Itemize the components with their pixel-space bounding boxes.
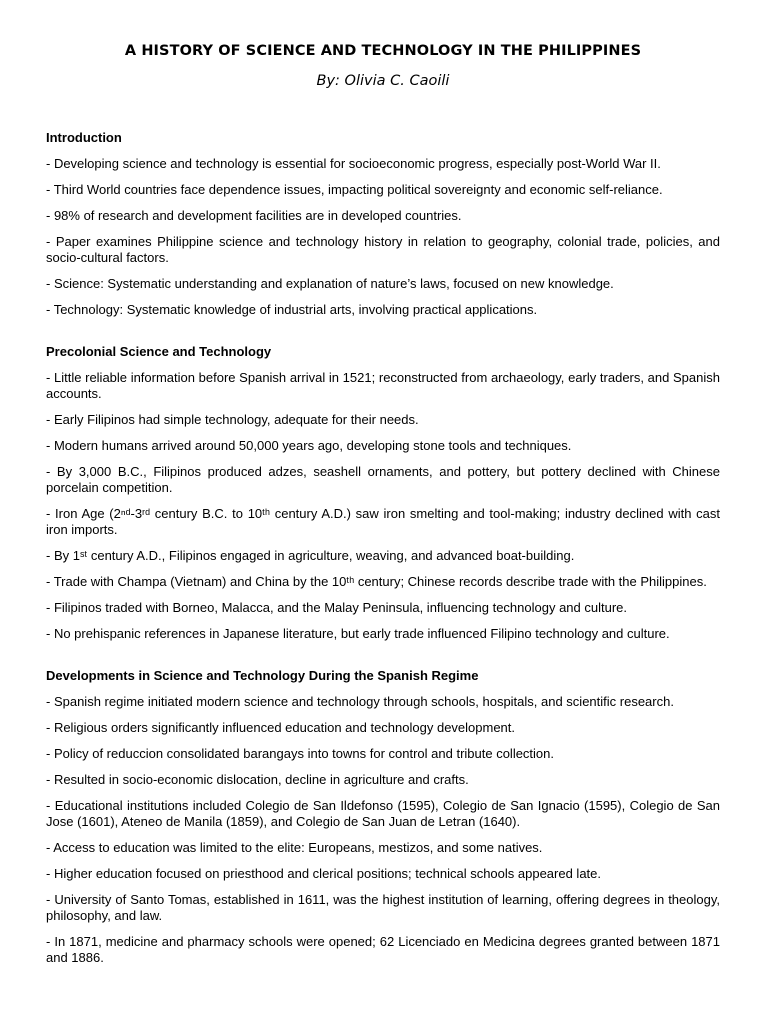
- bullet-item: - Filipinos traded with Borneo, Malacca, and the Malay Peninsula, influencing technology and culture.: [46, 600, 628, 615]
- document-body: [46, 130, 720, 966]
- document-byline: By: Olivia C. Caoili: [316, 73, 450, 89]
- bullet-item: - Modern humans arrived around 50,000 years ago, developing stone tools and techniques.: [46, 438, 572, 453]
- bullet-item: - Early Filipinos had simple technology, adequate for their needs.: [46, 412, 419, 427]
- section-precolonial: [46, 344, 720, 642]
- section-heading: Introduction: [46, 130, 122, 145]
- bullet-item: - Policy of reduccion consolidated barangays into towns for control and tribute collection.: [46, 746, 555, 761]
- section-heading: Precolonial Science and Technology: [46, 344, 272, 359]
- bullet-item: - By 3,000 B.C., Filipinos produced adzes, seashell ornaments, and pottery, but pottery declined with Chinese porcelain competition.: [46, 464, 720, 495]
- bullet-item: - Trade with Champa (Vietnam) and China by the 10ᵗʰ century; Chinese records describe trade with the Philippines.: [46, 574, 707, 589]
- bullet-item: - University of Santo Tomas, established in 1611, was the highest institution of learning, offering degrees in theology, philosophy, and law.: [46, 892, 720, 923]
- bullet-item: - Little reliable information before Spanish arrival in 1521; reconstructed from archaeology, early traders, and Spanish accounts.: [46, 370, 720, 401]
- section-spanish-regime: [46, 668, 720, 966]
- bullet-item: - Developing science and technology is essential for socioeconomic progress, especially post-World War II.: [46, 156, 661, 171]
- bullet-item: - Religious orders significantly influenced education and technology development.: [46, 720, 516, 735]
- bullet-item: - Access to education was limited to the elite: Europeans, mestizos, and some natives.: [46, 840, 543, 855]
- bullet-item: - In 1871, medicine and pharmacy schools were opened; 62 Licenciado en Medicina degrees granted between 1871 and 1886.: [46, 934, 720, 965]
- bullet-item: - Paper examines Philippine science and technology history in relation to geography, colonial trade, policies, and socio-cultural factors.: [46, 234, 720, 265]
- bullet-item: - Third World countries face dependence issues, impacting political sovereignty and economic self-reliance.: [46, 182, 663, 197]
- bullet-item: - 98% of research and development facilities are in developed countries.: [46, 208, 462, 223]
- bullet-item: - Iron Age (2ⁿᵈ-3ʳᵈ century B.C. to 10ᵗʰ century A.D.) saw iron smelting and tool-making; industry declined with cast iron imports.: [46, 506, 720, 537]
- bullet-item: - Higher education focused on priesthood and clerical positions; technical schools appeared late.: [46, 866, 602, 881]
- bullet-item: - Technology: Systematic knowledge of industrial arts, involving practical applications.: [46, 302, 538, 317]
- bullet-item: - Science: Systematic understanding and explanation of nature’s laws, focused on new knowledge.: [46, 276, 614, 291]
- bullet-item: - Resulted in socio-economic dislocation, decline in agriculture and crafts.: [46, 772, 469, 787]
- bullet-item: - By 1ˢᵗ century A.D., Filipinos engaged in agriculture, weaving, and advanced boat-building.: [46, 548, 575, 563]
- bullet-item: - Spanish regime initiated modern science and technology through schools, hospitals, and scientific research.: [46, 694, 674, 709]
- section-introduction: [46, 130, 720, 318]
- bullet-item: - No prehispanic references in Japanese literature, but early trade influenced Filipino technology and culture.: [46, 626, 670, 641]
- document-title: A HISTORY OF SCIENCE AND TECHNOLOGY IN THE PHILIPPINES: [124, 43, 642, 59]
- bullet-item: - Educational institutions included Colegio de San Ildefonso (1595), Colegio de San Ignacio (1595), Colegio de San Jose (1601), Ateneo de Manila (1859), and Colegio de San Juan de Letran (1640).: [46, 798, 720, 829]
- section-heading: Developments in Science and Technology During the Spanish Regime: [46, 668, 479, 683]
